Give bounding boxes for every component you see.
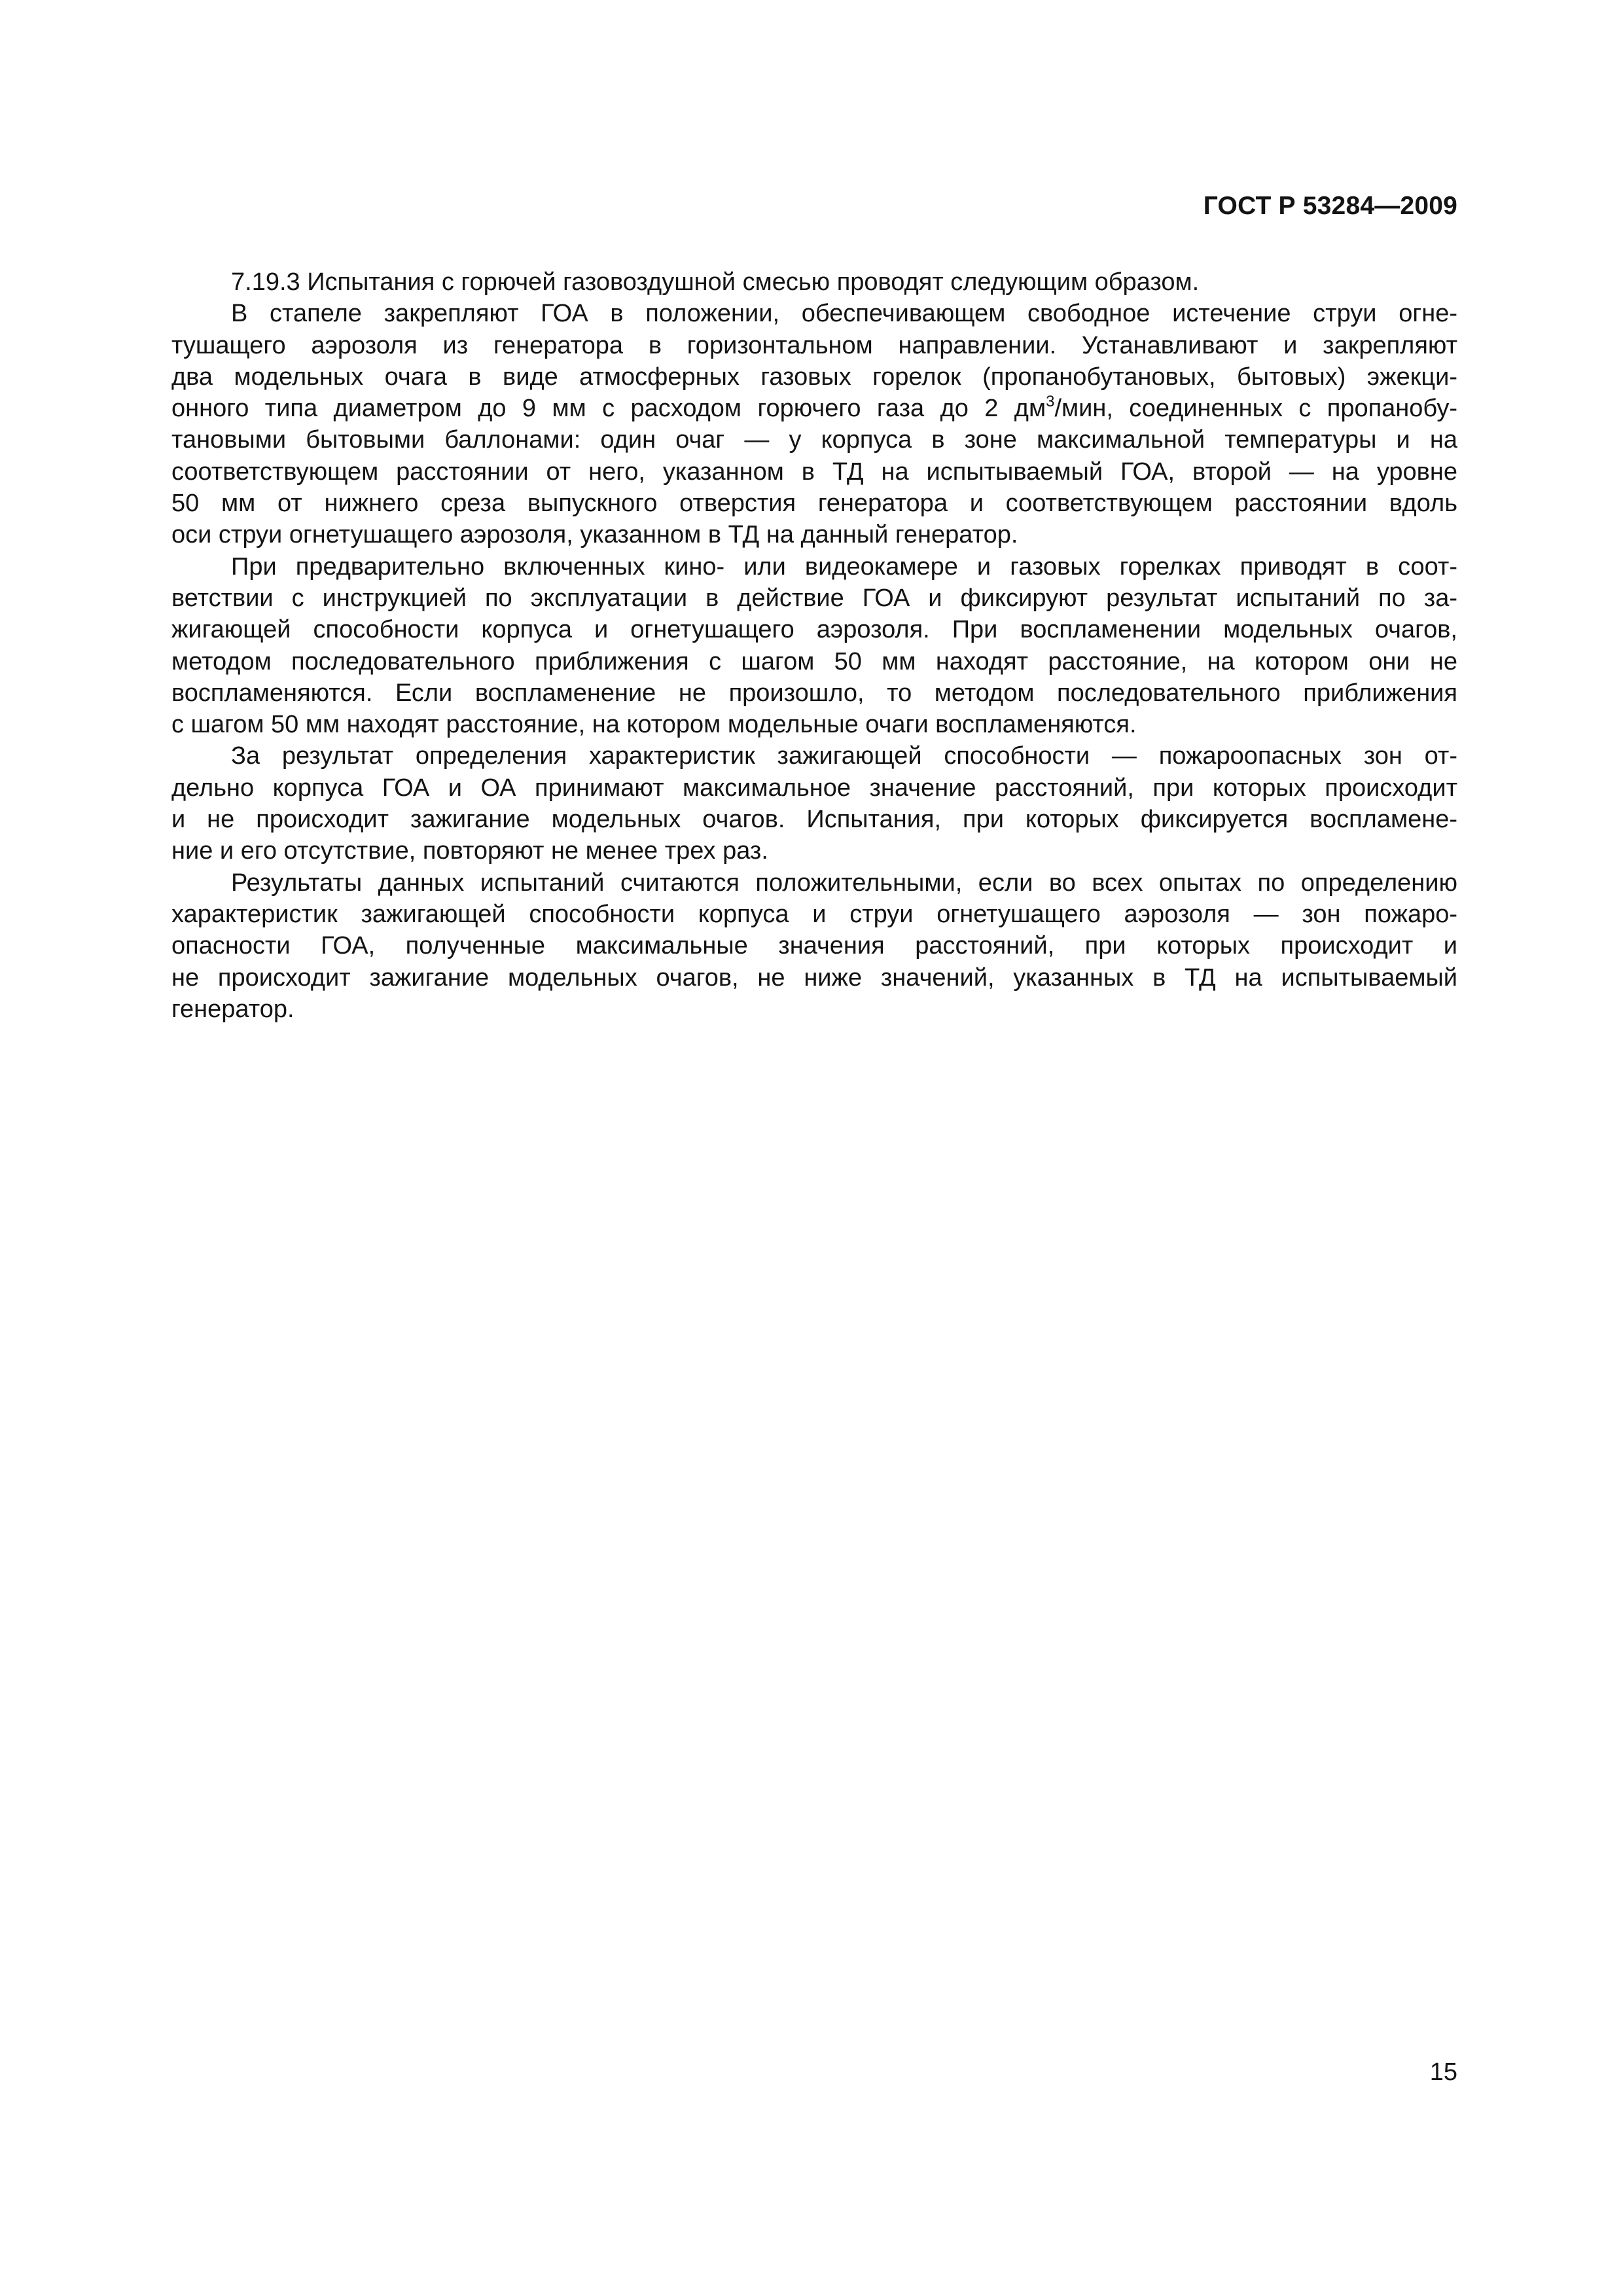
text-line: соответствующем расстоянии от него, указанном в ТД на испытываемый ГОА, второй — на уровне <box>171 457 1457 486</box>
text-line: характеристик зажигающей способности корпуса и струи огнетушащего аэрозоля — зон пожаро- <box>171 900 1457 928</box>
text-line: ветствии с инструкцией по эксплуатации в действие ГОА и фиксируют результат испытаний по за- <box>171 584 1457 612</box>
document-body <box>171 266 1457 1025</box>
text-line: жигающей способности корпуса и огнетушащего аэрозоля. При воспламенении модельных очагов, <box>171 616 1457 644</box>
text-line: два модельных очага в виде атмосферных газовых горелок (пропанобутановых, бытовых) эжекци- <box>171 363 1457 391</box>
paragraph-positive-results <box>171 867 1457 1025</box>
text-line: Результаты данных испытаний считаются положительными, если во всех опытах по определению <box>231 869 1457 897</box>
text-line: генератор. <box>171 995 294 1023</box>
text-line: опасности ГОА, полученные максимальные значения расстояний, при которых происходит и <box>171 932 1457 960</box>
document-code-header: ГОСТ Р 53284—2009 <box>1203 192 1457 220</box>
text-line: 7.19.3 Испытания с горючей газовоздушной смесью проводят следующим образом. <box>231 268 1200 296</box>
page-number: 15 <box>1429 2058 1457 2086</box>
text-line: 50 мм от нижнего среза выпускного отверстия генератора и соответствующем расстоянии вдоль <box>171 490 1457 518</box>
text-line: дельно корпуса ГОА и ОА принимают максимальное значение расстояний, при которых происходит <box>171 774 1457 802</box>
text-line: тановыми бытовыми баллонами: один очаг — у корпуса в зоне максимальной температуры и на <box>171 426 1457 454</box>
superscript: 3 <box>1046 393 1055 411</box>
text-line: оси струи огнетушащего аэрозоля, указанном в ТД на данный генератор. <box>171 521 1018 549</box>
text-line: При предварительно включенных кино- или видеокамере и газовых горелках приводят в соот- <box>231 552 1457 581</box>
text-line: В стапеле закрепляют ГОА в положении, обеспечивающем свободное истечение струи огне- <box>231 300 1457 328</box>
text-line: не происходит зажигание модельных очагов, не ниже значений, указанных в ТД на испытываемый <box>171 963 1457 992</box>
text-line: тушащего аэрозоля из генератора в горизонтальном направлении. Устанавливают и закрепляют <box>171 331 1457 359</box>
paragraph-7-19-3 <box>171 266 1457 298</box>
paragraph-mounting <box>171 298 1457 550</box>
text-line: и не происходит зажигание модельных очагов. Испытания, при которых фиксируется воспламене- <box>171 806 1457 834</box>
text-line <box>171 393 1457 424</box>
text-fragment: онного типа диаметром до 9 мм с расходом горючего газа до 2 дм <box>171 395 1046 423</box>
text-line: За результат определения характеристик зажигающей способности — пожароопасных зон от- <box>231 742 1457 770</box>
paragraph-result-determination <box>171 740 1457 867</box>
text-line: методом последовательного приближения с шагом 50 мм находят расстояние, на котором они не <box>171 647 1457 675</box>
text-line: воспламеняются. Если воспламенение не произошло, то методом последовательного приближения <box>171 679 1457 707</box>
paragraph-camera-test <box>171 551 1457 741</box>
text-line: с шагом 50 мм находят расстояние, на котором модельные очаги воспламеняются. <box>171 711 1137 739</box>
text-line: ние и его отсутствие, повторяют не менее трех раз. <box>171 837 768 865</box>
text-fragment: /мин, соединенных с пропанобу- <box>1054 395 1457 423</box>
